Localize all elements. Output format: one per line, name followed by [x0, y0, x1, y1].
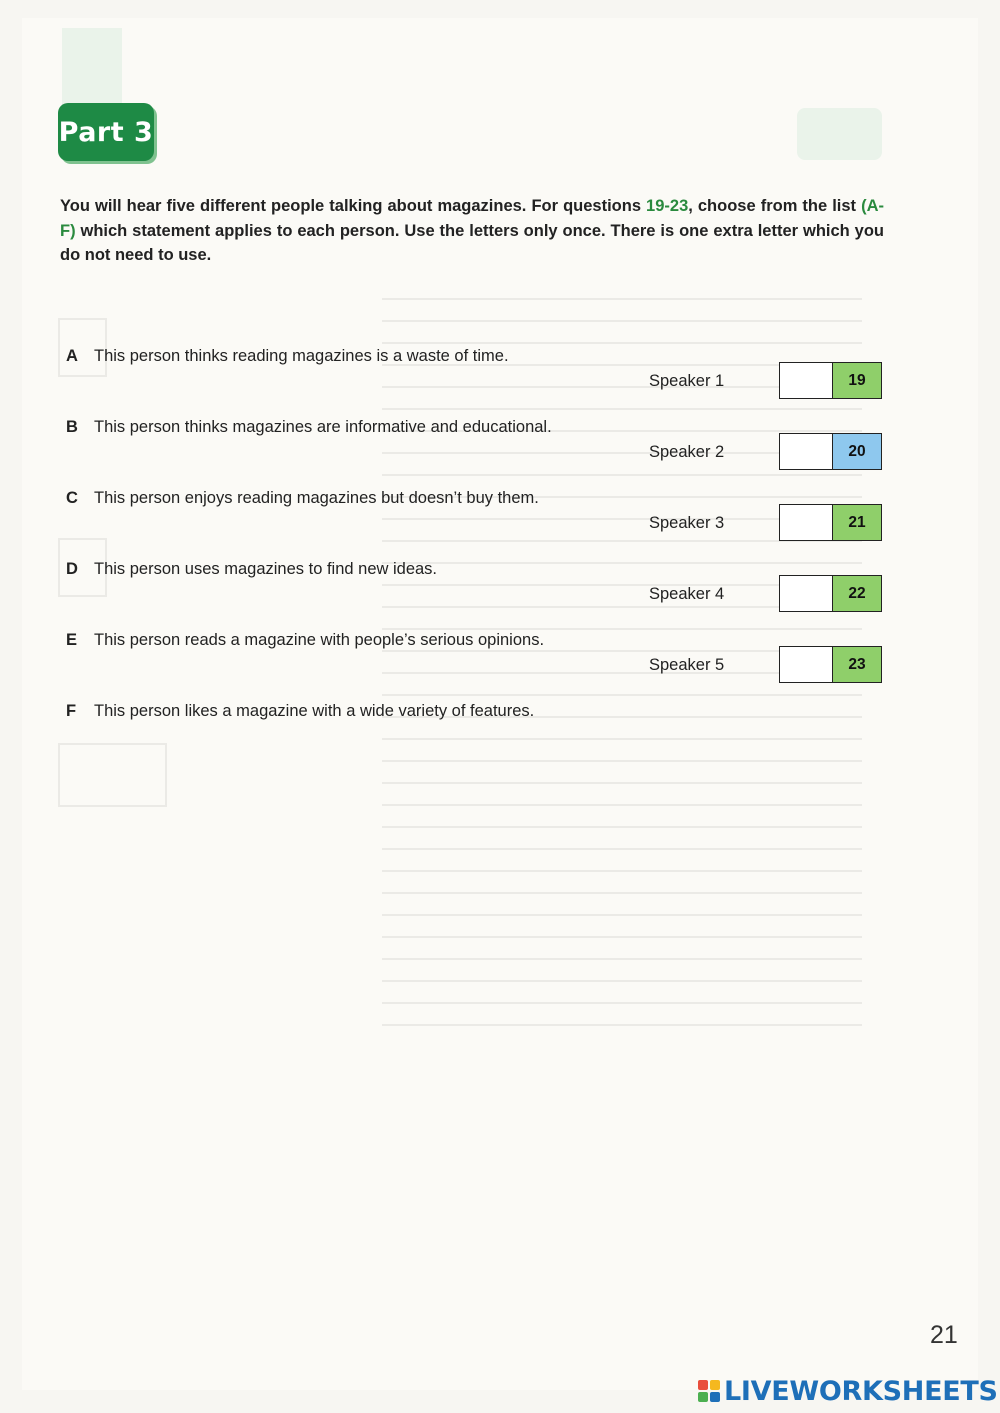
bleed-through-badge	[797, 108, 882, 160]
instructions: You will hear five different people talking about magazines. For questions 19-23, choose from the list (A-F) which statement applies to each person. Use the letters only once. There is one extra letter which you do not need to use.	[60, 197, 884, 264]
speaker-3-answer-box	[779, 504, 882, 541]
letter-range: (A-F)	[60, 197, 884, 240]
speaker-1-answer-box	[779, 362, 882, 399]
logo-square	[710, 1392, 720, 1402]
page-number: 21	[930, 1321, 958, 1349]
speaker-5-answer-box	[779, 646, 882, 683]
liveworksheets-logo-icon	[698, 1380, 720, 1402]
speaker-5-answer-input[interactable]	[780, 647, 832, 682]
speaker-5-label: Speaker 5	[649, 656, 725, 674]
speaker-3-answer-input[interactable]	[780, 505, 832, 540]
speaker-2-label: Speaker 2	[649, 443, 725, 461]
question-23-number: 23	[832, 647, 881, 682]
brand-name: LIVEWORKSHEETS	[724, 1375, 998, 1407]
speaker-4-label: Speaker 4	[649, 585, 725, 603]
statement-e	[66, 631, 544, 650]
statement-d	[66, 560, 437, 579]
statement-text: This person enjoys reading magazines but doesn’t buy them.	[94, 489, 539, 507]
statement-c	[66, 489, 539, 508]
part-badge: Part 3	[58, 103, 154, 161]
statement-text: This person reads a magazine with people’s serious opinions.	[94, 631, 545, 649]
speaker-4-answer-box	[779, 575, 882, 612]
statement-letter: F	[66, 702, 77, 720]
speaker-3-label: Speaker 3	[649, 514, 725, 532]
statement-text: This person thinks magazines are informative and educational.	[94, 418, 552, 436]
statement-letter: A	[66, 347, 78, 365]
liveworksheets-brand[interactable]	[698, 1376, 998, 1406]
statement-f	[66, 702, 534, 721]
speaker-1-label: Speaker 1	[649, 372, 725, 390]
statement-b	[66, 418, 552, 437]
statement-text: This person uses magazines to find new ideas.	[94, 560, 438, 578]
statement-letter: E	[66, 631, 78, 649]
statement-text: This person likes a magazine with a wide variety of features.	[94, 702, 535, 720]
statement-text: This person thinks reading magazines is a waste of time.	[94, 347, 509, 365]
statement-letter: D	[66, 560, 78, 578]
question-21-number: 21	[832, 505, 881, 540]
question-20-number: 20	[832, 434, 881, 469]
speaker-4-answer-input[interactable]	[780, 576, 832, 611]
statement-letter: C	[66, 489, 78, 507]
question-range: 19-23	[646, 197, 689, 215]
logo-square	[698, 1392, 708, 1402]
logo-square	[698, 1380, 708, 1390]
bleed-through-box	[58, 743, 167, 807]
question-22-number: 22	[832, 576, 881, 611]
speaker-1-answer-input[interactable]	[780, 363, 832, 398]
question-19-number: 19	[832, 363, 881, 398]
statement-a	[66, 347, 509, 366]
statement-letter: B	[66, 418, 78, 436]
logo-square	[710, 1380, 720, 1390]
speaker-2-answer-box	[779, 433, 882, 470]
speaker-2-answer-input[interactable]	[780, 434, 832, 469]
